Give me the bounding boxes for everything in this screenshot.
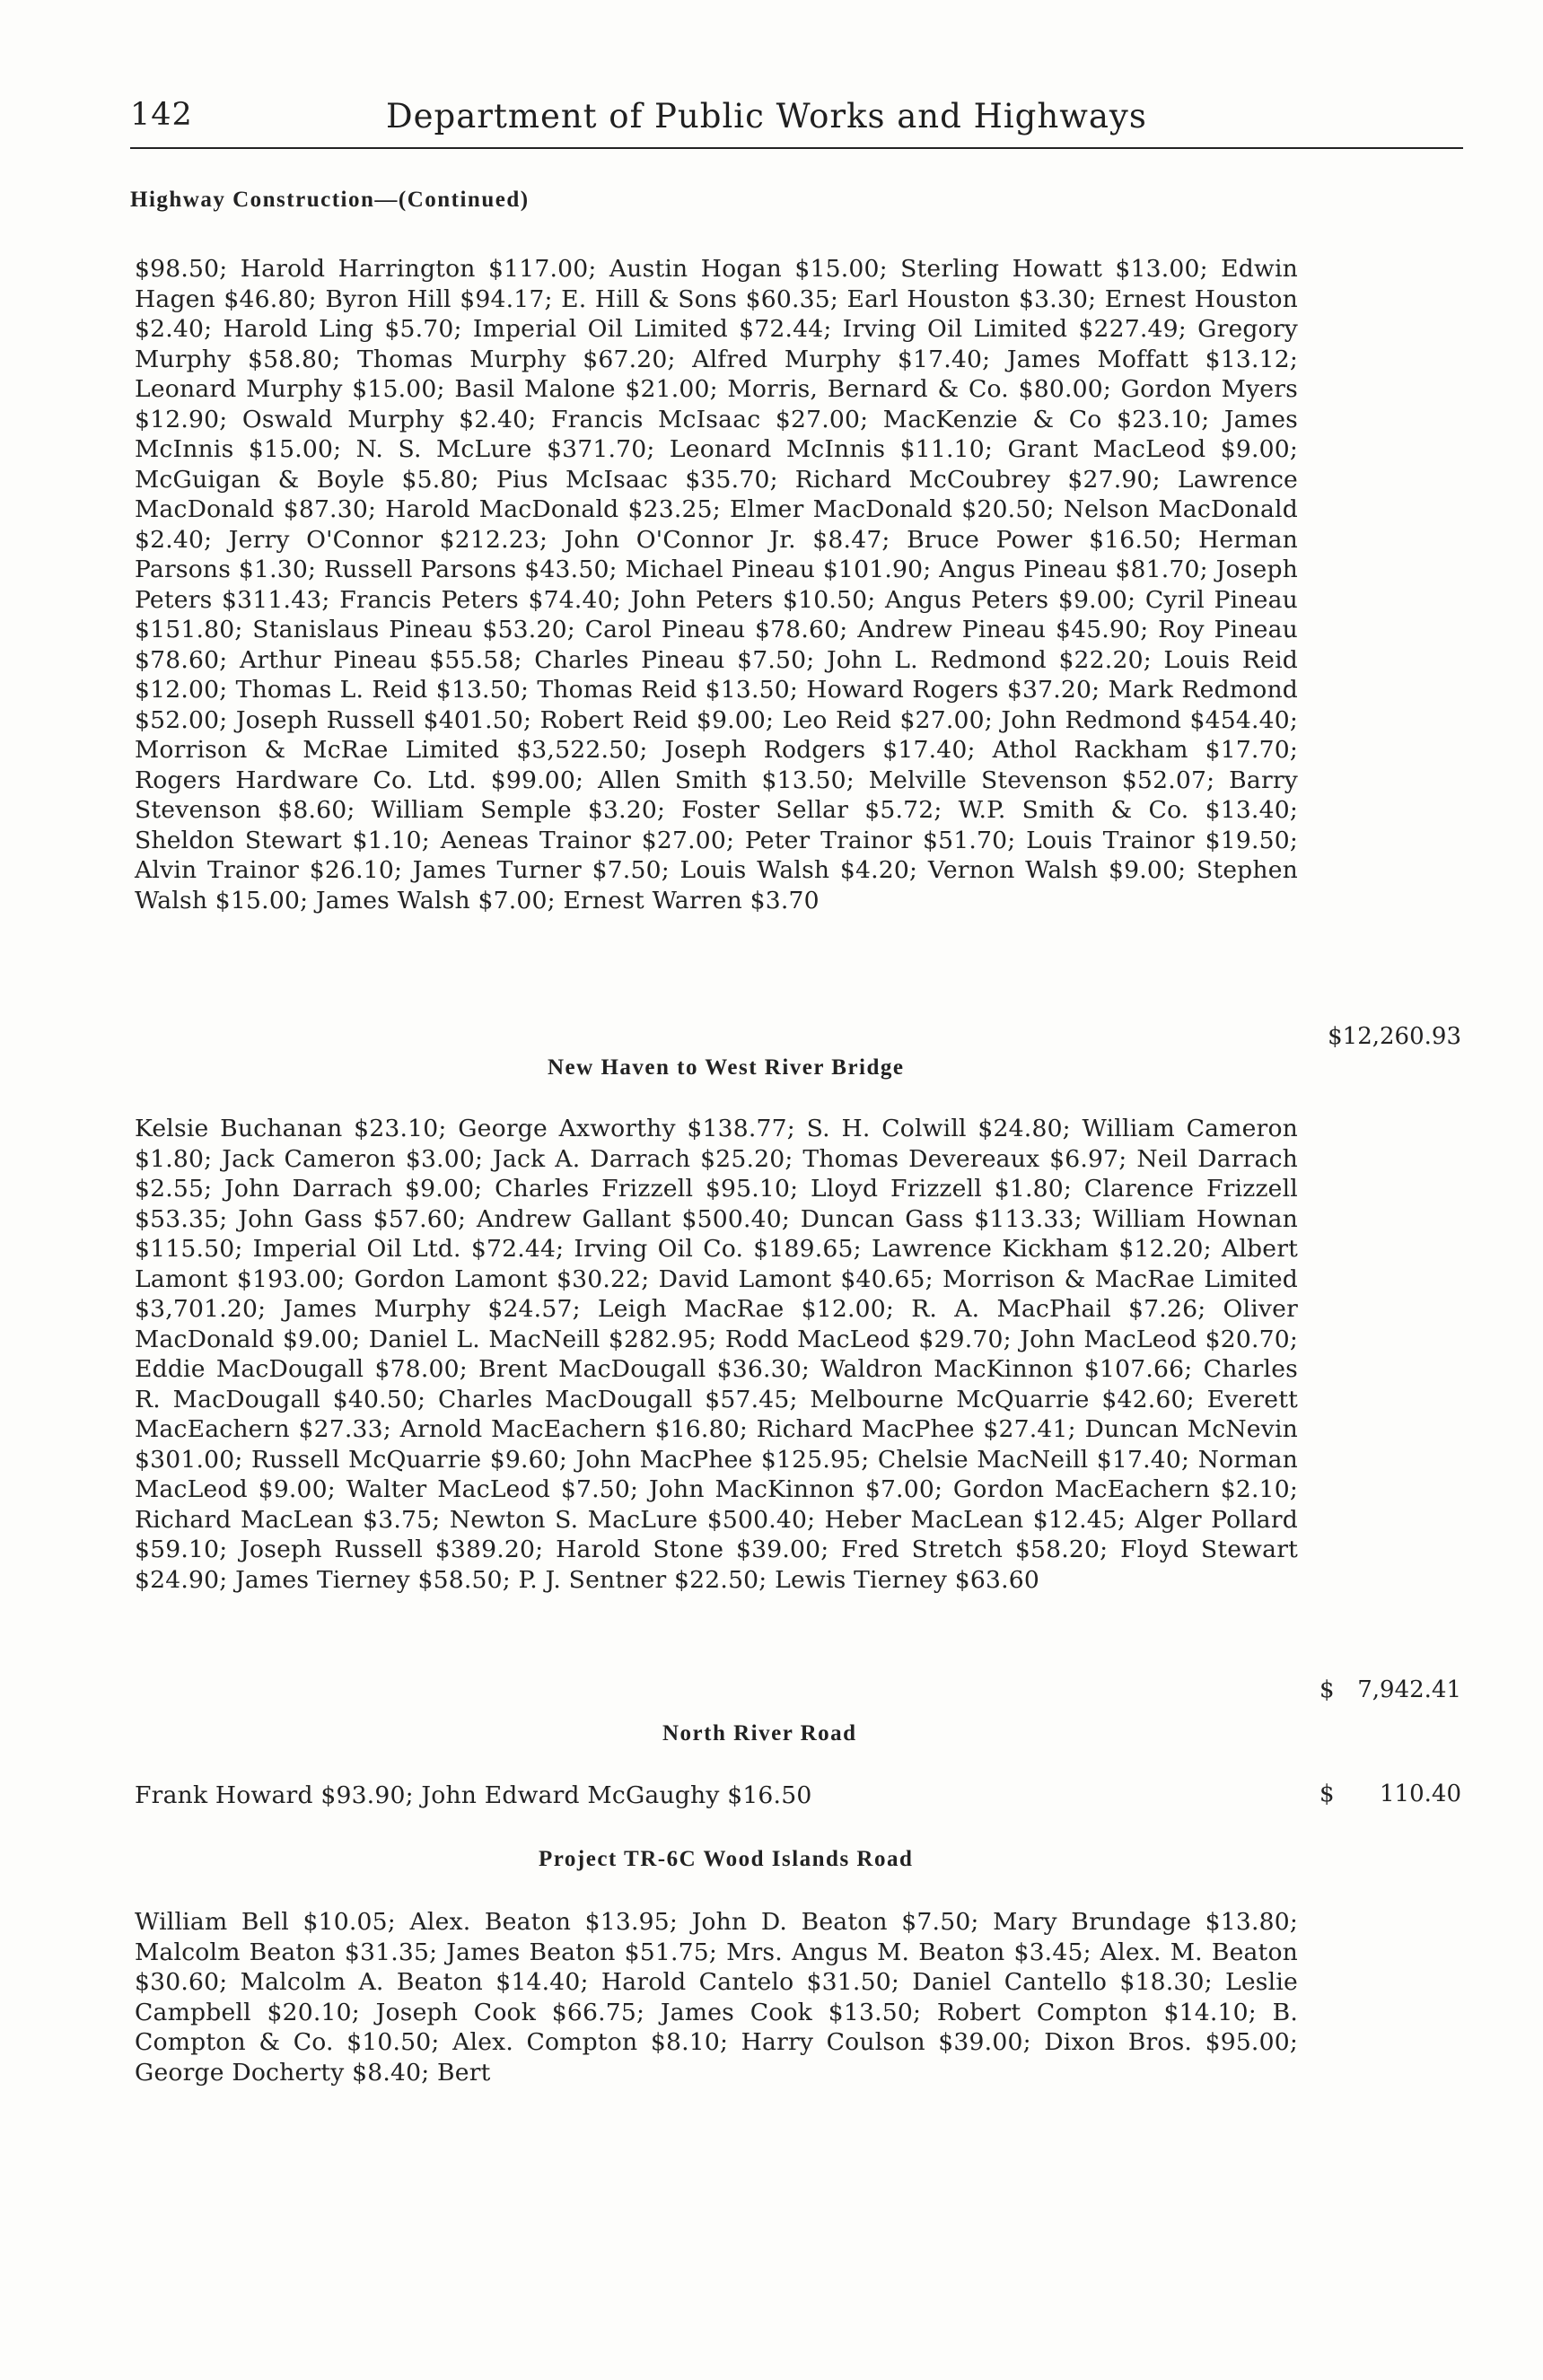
section-heading-north-river-road: North River Road	[662, 1721, 857, 1746]
total-currency: $	[1319, 1676, 1335, 1703]
section-total-new-haven	[1319, 1676, 1461, 1703]
total-amount: 110.40	[1380, 1781, 1461, 1807]
section-text-highway-construction: $98.50; Harold Harrington $117.00; Austin Hogan $15.00; Sterling Howatt $13.00; Edwin Hagen $46.80; Byron Hill $94.17; E. Hill & Sons $60.35; Earl Houston $3.30; Ernest Houston $2.40; Harold Ling $5.70; Imperial Oil Limited $72.44; Irving Oil Limited $227.49; Gregory Murphy $58.80; Thomas Murphy $67.20; Alfred Murphy $17.40; James Moffatt $13.12; Leonard Murphy $15.00; Basil Malone $21.00; Morris, Bernard & Co. $80.00; Gordon Myers $12.90; Oswald Murphy $2.40; Francis McIsaac $27.00; MacKenzie & Co $23.10; James McInnis $15.00; N. S. McLure $371.70; Leonard McInnis $11.10; Grant MacLeod $9.00; McGuigan & Boyle $5.80; Pius McIsaac $35.70; Richard McCoubrey $27.90; Lawrence MacDonald $87.30; Harold MacDonald $23.25; Elmer MacDonald $20.50; Nelson MacDonald $2.40; Jerry O'Connor $212.23; John O'Connor Jr. $8.47; Bruce Power $16.50; Herman Parsons $1.30; Russell Parsons $43.50; Michael Pineau $101.90; Angus Pineau $81.70; Joseph Peters $311.43; Francis Peters $74.40; John Peters $10.50; Angus Peters $9.00; Cyril Pineau $151.80; Stanislaus Pineau $53.20; Carol Pineau $78.60; Andrew Pineau $45.90; Roy Pineau $78.60; Arthur Pineau $55.58; Charles Pineau $7.50; John L. Redmond $22.20; Louis Reid $12.00; Thomas L. Reid $13.50; Thomas Reid $13.50; Howard Rogers $37.20; Mark Redmond $52.00; Joseph Russell $401.50; Robert Reid $9.00; Leo Reid $27.00; John Redmond $454.40; Morrison & McRae Limited $3,522.50; Joseph Rodgers $17.40; Athol Rackham $17.70; Rogers Hardware Co. Ltd. $99.00; Allen Smith $13.50; Melville Stevenson $52.07; Barry Stevenson $8.60; William Semple $3.20; Foster Sellar $5.72; W.P. Smith & Co. $13.40; Sheldon Stewart $1.10; Aeneas Trainor $27.00; Peter Trainor $51.70; Louis Trainor $19.50; Alvin Trainor $26.10; James Turner $7.50; Louis Walsh $4.20; Vernon Walsh $9.00; Stephen Walsh $15.00; James Walsh $7.00; Ernest Warren $3.70	[135, 255, 1298, 914]
page-number: 142	[130, 97, 193, 133]
section-text-new-haven: Kelsie Buchanan $23.10; George Axworthy $138.77; S. H. Colwill $24.80; William Cameron $1.80; Jack Cameron $3.00; Jack A. Darrach $25.20; Thomas Devereaux $6.97; Neil Darrach $2.55; John Darrach $9.00; Charles Frizzell $95.10; Lloyd Frizzell $1.80; Clarence Frizzell $53.35; John Gass $57.60; Andrew Gallant $500.40; Duncan Gass $113.33; William Hownan $115.50; Imperial Oil Ltd. $72.44; Irving Oil Co. $189.65; Lawrence Kickham $12.20; Albert Lamont $193.00; Gordon Lamont $30.22; David Lamont $40.65; Morrison & MacRae Limited $3,701.20; James Murphy $24.57; Leigh MacRae $12.00; R. A. MacPhail $7.26; Oliver MacDonald $9.00; Daniel L. MacNeill $282.95; Rodd MacLeod $29.70; John MacLeod $20.70; Eddie MacDougall $78.00; Brent MacDougall $36.30; Waldron MacKinnon $107.66; Charles R. MacDougall $40.50; Charles MacDougall $57.45; Melbourne McQuarrie $42.60; Everett MacEachern $27.33; Arnold MacEachern $16.80; Richard MacPhee $27.41; Duncan McNevin $301.00; Russell McQuarrie $9.60; John MacPhee $125.95; Chelsie MacNeill $17.40; Norman MacLeod $9.00; Walter MacLeod $7.50; John MacKinnon $7.00; Gordon MacEachern $2.10; Richard MacLean $3.75; Newton S. MacLure $500.40; Heber MacLean $12.45; Alger Pollard $59.10; Joseph Russell $389.20; Harold Stone $39.00; Fred Stretch $58.20; Floyd Stewart $24.90; James Tierney $58.50; P. J. Sentner $22.50; Lewis Tierney $63.60	[135, 1115, 1298, 1594]
total-amount: 7,942.41	[1357, 1676, 1461, 1703]
section-heading-wood-islands-road: Project TR-6C Wood Islands Road	[539, 1847, 914, 1871]
running-header	[130, 97, 1463, 149]
total-amount: $12,260.93	[1328, 1023, 1461, 1050]
running-title: Department of Public Works and Highways	[386, 97, 1147, 136]
total-currency: $	[1319, 1781, 1335, 1807]
section-total-north-river-road	[1319, 1781, 1461, 1807]
section-text-wood-islands-road: William Bell $10.05; Alex. Beaton $13.95; John D. Beaton $7.50; Mary Brundage $13.80; Malcolm Beaton $31.35; James Beaton $51.75; Mrs. Angus M. Beaton $3.45; Alex. M. Beaton $30.60; Malcolm A. Beaton $14.40; Harold Cantelo $31.50; Daniel Cantello $18.30; Leslie Campbell $20.10; Joseph Cook $66.75; James Cook $13.50; Robert Compton $14.10; B. Compton & Co. $10.50; Alex. Compton $8.10; Harry Coulson $39.00; Dixon Bros. $95.00; George Docherty $8.40; Bert	[135, 1908, 1298, 2087]
section-text-north-river-road: Frank Howard $93.90; John Edward McGaughy $16.50	[135, 1781, 812, 1809]
section-heading-highway-construction: Highway Construction—(Continued)	[130, 188, 530, 212]
section-heading-new-haven: New Haven to West River Bridge	[548, 1055, 905, 1080]
section-total-highway-construction	[1319, 1023, 1461, 1050]
